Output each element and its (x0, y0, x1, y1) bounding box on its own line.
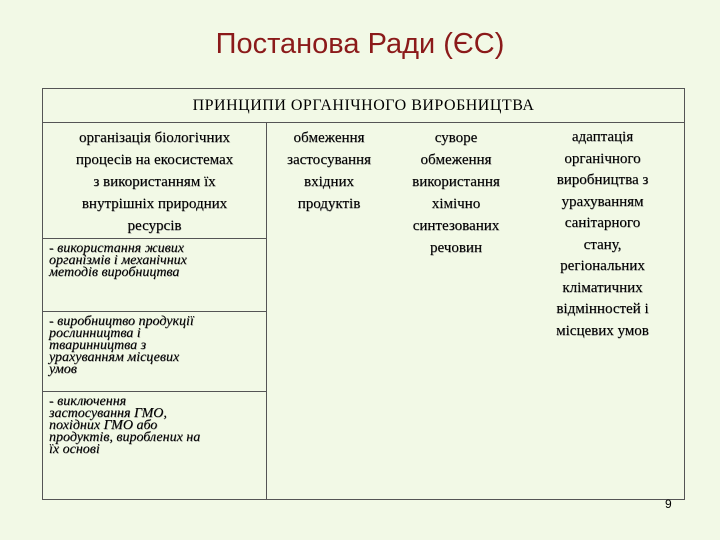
principle-column-3 (391, 122, 521, 499)
slide-title: Постанова Ради (ЄС) (215, 28, 505, 60)
principle-column-2 (267, 122, 391, 499)
text-line: ресурсів (127, 218, 182, 234)
text-line: умов (49, 362, 77, 377)
text-line: урахуванням місцевих (49, 350, 180, 365)
text-line: кліматичних (562, 279, 643, 296)
text-line: урахуванням (561, 193, 644, 210)
principle-text-1 (43, 127, 266, 237)
text-line: рослинництва і (49, 326, 141, 341)
text-line: продуктів (297, 196, 361, 212)
text-line: процесів на екосистемах (75, 152, 234, 168)
sub-item-2 (43, 311, 267, 391)
text-line: застосування ГМО, (49, 406, 167, 421)
text-line: речовин (430, 240, 482, 256)
principle-text-4 (521, 127, 684, 342)
text-line: - використання живих (49, 241, 184, 256)
text-line: виробництва з (556, 172, 649, 188)
text-line: синтезованих (412, 218, 500, 234)
text-line: з використанням їх (93, 174, 216, 190)
text-line: хімічно (431, 196, 481, 212)
text-line: адаптація (571, 129, 634, 145)
text-line: обмеження (420, 152, 492, 168)
text-line: використання (412, 174, 500, 190)
principle-column-4 (521, 122, 684, 499)
text-line: тваринництва з (49, 338, 147, 353)
principles-table (42, 88, 685, 500)
page-number: 9 (665, 497, 672, 511)
text-line: обмеження (293, 130, 365, 146)
sub-item-1 (43, 238, 267, 311)
table-header: ПРИНЦИПИ ОРГАНІЧНОГО ВИРОБНИЦТВА (43, 89, 684, 123)
text-line: продуктів, вироблених на (49, 430, 201, 445)
text-line: похідних ГМО або (49, 418, 158, 433)
text-line: санітарного (564, 215, 641, 231)
text-line: організація біологічних (79, 130, 230, 146)
text-line: організмів і механічних (49, 253, 187, 268)
principle-text-2 (267, 127, 391, 215)
text-line: їх основі (49, 442, 100, 457)
text-line: - виробництво продукції (49, 314, 194, 329)
text-line: відмінностей і (556, 301, 649, 317)
text-line: органічного (564, 150, 641, 167)
text-line: суворе (434, 130, 478, 146)
text-line: стану, (583, 236, 622, 253)
text-line: методів виробництва (49, 265, 180, 280)
text-line: застосування (287, 152, 371, 168)
text-line: - виключення (49, 394, 127, 409)
sub-item-3 (43, 391, 267, 501)
principle-column-1 (43, 122, 267, 499)
text-line: внутрішніх природних (81, 196, 228, 212)
text-line: вхідних (304, 174, 354, 190)
text-line: регіональних (560, 258, 645, 274)
text-line: місцевих умов (556, 322, 649, 339)
principle-text-3 (391, 127, 521, 259)
